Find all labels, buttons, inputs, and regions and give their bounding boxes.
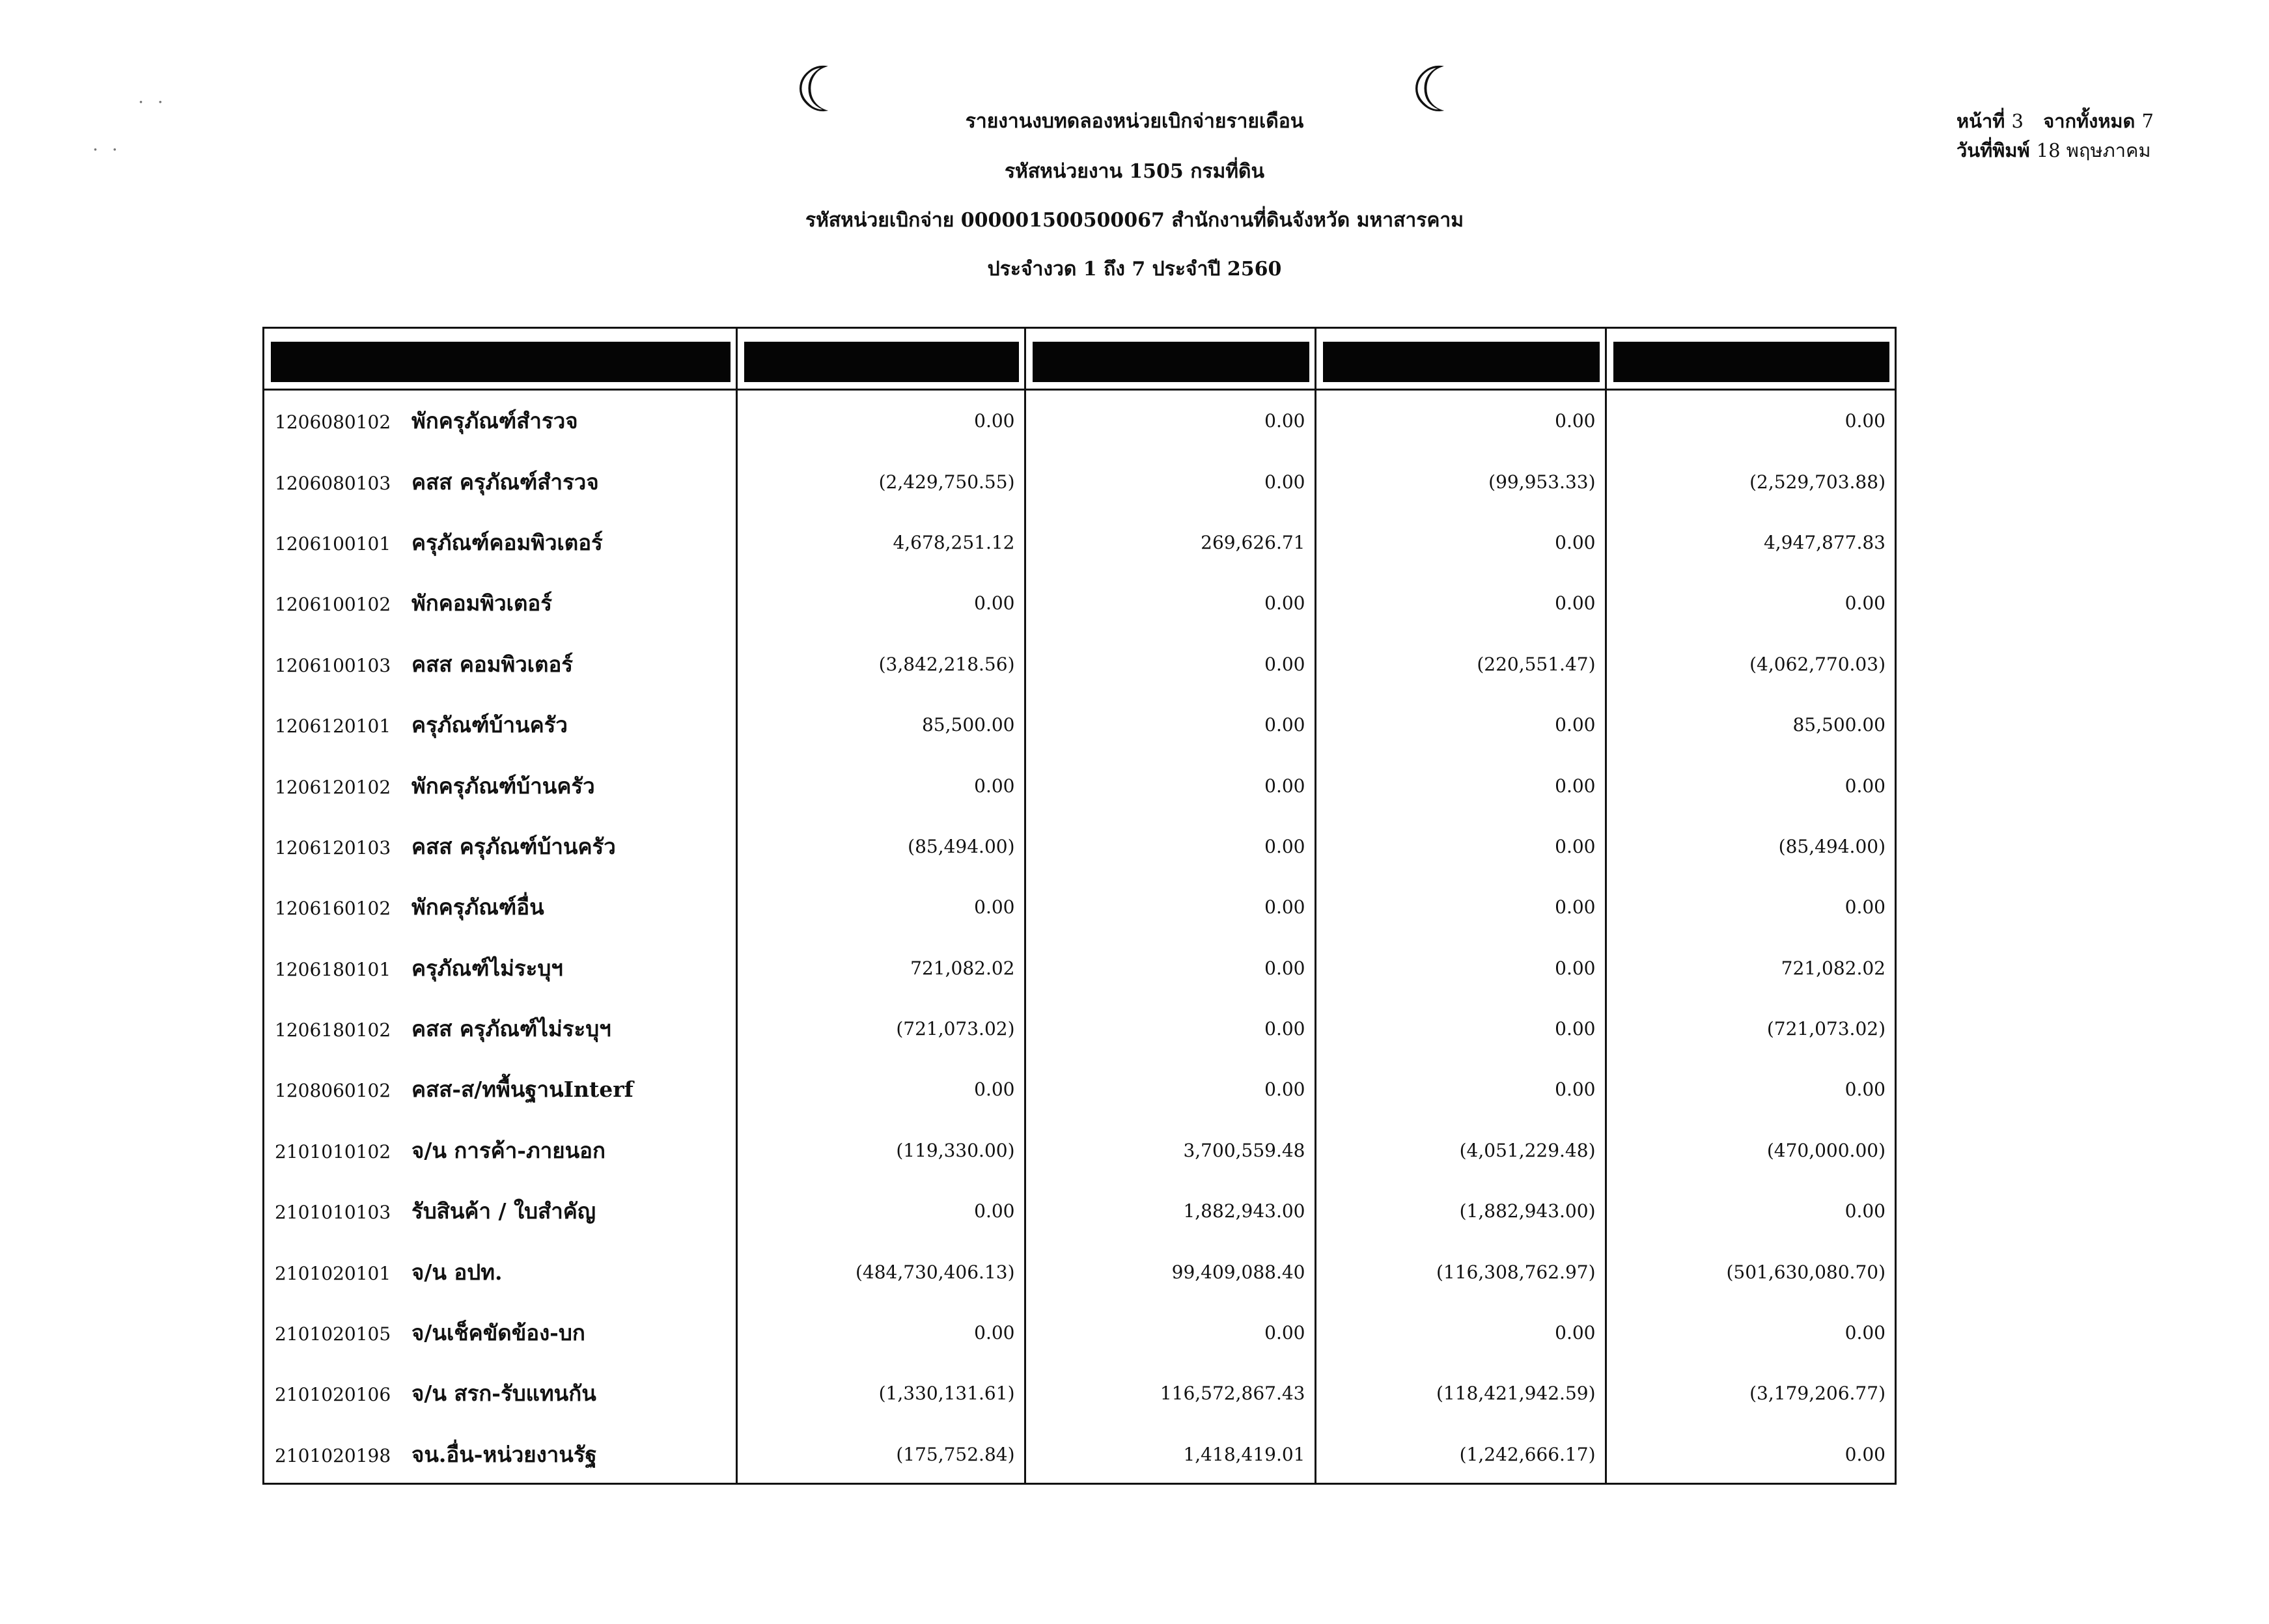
amount-c5: (470,000.00) (1766, 1139, 1886, 1161)
scan-speck: . . (92, 133, 122, 155)
disbursing-unit-line: รหัสหน่วยเบิกจ่าย 000001500500067 สำนักงานที่ดินจังหวัด มหาสารคาม (805, 209, 1464, 232)
amount-c5: (85,494.00) (1778, 835, 1886, 857)
amount-c5: (501,630,080.70) (1726, 1261, 1886, 1283)
amount-c4: (1,882,943.00) (1315, 1181, 1606, 1241)
amount-c4: (118,421,942.59) (1315, 1363, 1606, 1424)
amount-c3: 1,882,943.00 (1025, 1181, 1315, 1241)
amount-c2: (175,752.84) (736, 1424, 1025, 1485)
table-row (264, 1181, 1895, 1241)
amount-c2: 0.00 (736, 1059, 1025, 1120)
amount-c2: 0.00 (736, 1181, 1025, 1241)
account-code: 1206100101 (275, 532, 391, 555)
account-name: พักคอมพิวเตอร์ (411, 590, 552, 616)
account-code: 2101010102 (275, 1140, 391, 1163)
trial-balance-table (262, 327, 1897, 1485)
account-code: 1206180101 (275, 958, 391, 980)
amount-c4: 0.00 (1315, 573, 1606, 633)
print-date: 18 พฤษภาคม (2036, 139, 2151, 161)
agency-line: รหัสหน่วยงาน 1505 กรมที่ดิน (1004, 160, 1265, 183)
table-row (264, 573, 1895, 633)
account-code: 2101020198 (275, 1444, 391, 1466)
account-name: พักครุภัณฑ์บ้านครัว (411, 773, 595, 799)
account-code: 1206120102 (275, 776, 391, 798)
amount-c5: 4,947,877.83 (1763, 531, 1886, 553)
account-cell (264, 1241, 736, 1302)
amount-c2: 0.00 (736, 1302, 1025, 1363)
amount-c5: (3,179,206.77) (1749, 1383, 1886, 1405)
scan-speck: . . (138, 86, 167, 107)
account-name: จ/นเช็คขัดข้อง-บก (411, 1320, 585, 1346)
amount-c4: 0.00 (1315, 1059, 1606, 1120)
amount-c3: 0.00 (1025, 451, 1315, 512)
account-name: คสส คอมพิวเตอร์ (411, 651, 574, 677)
amount-c2: (3,842,218.56) (736, 634, 1025, 695)
amount-c2: (85,494.00) (736, 816, 1025, 877)
amount-c3: 0.00 (1025, 1302, 1315, 1363)
account-name: คสส ครุภัณฑ์ไม่ระบุฯ (411, 1016, 611, 1042)
amount-c2: (484,730,406.13) (736, 1241, 1025, 1302)
redacted-header-col2 (736, 329, 1025, 390)
amount-c5: 85,500.00 (1792, 714, 1886, 736)
amount-c3: 0.00 (1025, 1059, 1315, 1120)
table-row (264, 1059, 1895, 1120)
table-row (264, 390, 1895, 452)
account-code: 2101020106 (275, 1384, 391, 1406)
table-row (264, 938, 1895, 998)
amount-c4: 0.00 (1315, 512, 1606, 573)
print-date-info (1956, 135, 2151, 165)
amount-c2: (119,330.00) (736, 1120, 1025, 1181)
account-cell (264, 877, 736, 937)
account-name: จ/น อปท. (411, 1259, 503, 1285)
account-name: จน.อื่น-หน่วยงานรัฐ (411, 1441, 597, 1467)
amount-c3: 0.00 (1025, 390, 1315, 452)
page-label: หน้าที่ (1956, 110, 2005, 132)
account-name: พักครุภัณฑ์อื่น (411, 894, 544, 920)
account-cell (264, 998, 736, 1059)
table-row (264, 451, 1895, 512)
amount-c3: 0.00 (1025, 816, 1315, 877)
amount-c3: 0.00 (1025, 998, 1315, 1059)
account-cell (264, 1181, 736, 1241)
amount-c2: (1,330,131.61) (736, 1363, 1025, 1424)
amount-c2: (2,429,750.55) (736, 451, 1025, 512)
amount-c2: (721,073.02) (736, 998, 1025, 1059)
amount-c5: (4,062,770.03) (1749, 653, 1886, 675)
amount-c3: 0.00 (1025, 938, 1315, 998)
account-code: 1206160102 (275, 898, 391, 920)
amount-c2: 0.00 (736, 390, 1025, 452)
report-title: รายงานงบทดลองหน่วยเบิกจ่ายรายเดือน (965, 110, 1304, 133)
amount-c4: (99,953.33) (1315, 451, 1606, 512)
account-cell (264, 755, 736, 816)
amount-c5: 0.00 (1844, 410, 1886, 432)
account-code: 1206120101 (275, 715, 391, 737)
amount-c2: 85,500.00 (736, 695, 1025, 755)
account-code: 2101020105 (275, 1323, 391, 1345)
amount-c4: (220,551.47) (1315, 634, 1606, 695)
amount-c4: 0.00 (1315, 695, 1606, 755)
print-date-label: วันที่พิมพ์ (1956, 139, 2030, 161)
account-code: 1206080102 (275, 411, 391, 434)
account-cell (264, 1363, 736, 1424)
account-name: จ/น การค้า-ภายนอก (411, 1137, 606, 1163)
table-row (264, 634, 1895, 695)
table-row (264, 1241, 1895, 1302)
account-cell (264, 1302, 736, 1363)
amount-c2: 4,678,251.12 (736, 512, 1025, 573)
account-cell (264, 1059, 736, 1120)
crescent-icon: ☾ (794, 53, 851, 126)
amount-c3: 0.00 (1025, 877, 1315, 937)
account-name: รับสินค้า / ใบสำคัญ (411, 1198, 596, 1224)
amount-c3: 269,626.71 (1025, 512, 1315, 573)
amount-c4: 0.00 (1315, 938, 1606, 998)
redacted-header-col4 (1315, 329, 1606, 390)
amount-c2: 0.00 (736, 877, 1025, 937)
account-name: คสส ครุภัณฑ์สำรวจ (411, 469, 599, 495)
account-cell (264, 634, 736, 695)
account-name: ครุภัณฑ์บ้านครัว (411, 712, 568, 738)
amount-c5: 0.00 (1844, 592, 1886, 614)
amount-c4: (4,051,229.48) (1315, 1120, 1606, 1181)
amount-c5: 0.00 (1844, 896, 1886, 918)
amount-c5: 0.00 (1844, 1443, 1886, 1465)
account-cell (264, 390, 736, 452)
table-row (264, 512, 1895, 573)
page-info (1956, 106, 2154, 136)
account-name: ครุภัณฑ์คอมพิวเตอร์ (411, 529, 603, 555)
amount-c5: 0.00 (1844, 1322, 1886, 1344)
account-code: 1206100102 (275, 594, 391, 616)
amount-c3: 0.00 (1025, 695, 1315, 755)
page-number: 3 (2011, 110, 2024, 132)
account-code: 1206080103 (275, 472, 391, 494)
amount-c3: 0.00 (1025, 573, 1315, 633)
account-name: พักครุภัณฑ์สำรวจ (411, 408, 578, 434)
account-code: 1206100103 (275, 654, 391, 676)
table-row (264, 877, 1895, 937)
account-cell (264, 451, 736, 512)
account-cell (264, 512, 736, 573)
amount-c3: 3,700,559.48 (1025, 1120, 1315, 1181)
amount-c4: 0.00 (1315, 755, 1606, 816)
amount-c4: 0.00 (1315, 877, 1606, 937)
amount-c2: 0.00 (736, 573, 1025, 633)
table-row (264, 1424, 1895, 1485)
amount-c5: 0.00 (1844, 775, 1886, 797)
account-code: 2101010103 (275, 1202, 391, 1224)
amount-c4: 0.00 (1315, 998, 1606, 1059)
amount-c4: (1,242,666.17) (1315, 1424, 1606, 1485)
amount-c3: 1,418,419.01 (1025, 1424, 1315, 1485)
amount-c4: 0.00 (1315, 390, 1606, 452)
redacted-header-col3 (1025, 329, 1315, 390)
account-code: 1208060102 (275, 1080, 391, 1102)
amount-c3: 99,409,088.40 (1025, 1241, 1315, 1302)
account-cell (264, 1120, 736, 1181)
table-row (264, 816, 1895, 877)
amount-c5: (2,529,703.88) (1749, 471, 1886, 493)
header-row (264, 329, 1895, 390)
account-name: จ/น สรก-รับแทนกัน (411, 1381, 596, 1407)
account-name: คสส ครุภัณฑ์บ้านครัว (411, 833, 616, 859)
amount-c5: (721,073.02) (1766, 1018, 1886, 1040)
amount-c2: 721,082.02 (736, 938, 1025, 998)
redacted-header-account (264, 329, 736, 390)
account-cell (264, 573, 736, 633)
amount-c3: 0.00 (1025, 634, 1315, 695)
table-row (264, 1120, 1895, 1181)
total-pages: 7 (2141, 110, 2154, 132)
total-pages-label: จากทั้งหมด (2043, 110, 2136, 132)
amount-c3: 116,572,867.43 (1025, 1363, 1315, 1424)
account-cell (264, 695, 736, 755)
account-code: 2101020101 (275, 1262, 391, 1284)
amount-c4: (116,308,762.97) (1315, 1241, 1606, 1302)
amount-c4: 0.00 (1315, 1302, 1606, 1363)
amount-c5: 0.00 (1844, 1200, 1886, 1222)
period-line: ประจำงวด 1 ถึง 7 ประจำปี 2560 (987, 258, 1282, 281)
account-cell (264, 1424, 736, 1485)
redacted-header-col5 (1606, 329, 1895, 390)
crescent-icon: ☾ (1410, 53, 1467, 126)
amount-c2: 0.00 (736, 755, 1025, 816)
amount-c3: 0.00 (1025, 755, 1315, 816)
account-name: ครุภัณฑ์ไม่ระบุฯ (411, 955, 563, 981)
table-row (264, 998, 1895, 1059)
account-code: 1206120103 (275, 836, 391, 859)
account-code: 1206180102 (275, 1019, 391, 1041)
amount-c4: 0.00 (1315, 816, 1606, 877)
table-row (264, 755, 1895, 816)
table-row (264, 695, 1895, 755)
table-row (264, 1363, 1895, 1424)
amount-c5: 0.00 (1844, 1079, 1886, 1101)
account-cell (264, 938, 736, 998)
amount-c5: 721,082.02 (1781, 957, 1886, 979)
table-row (264, 1302, 1895, 1363)
account-cell (264, 816, 736, 877)
account-name: คสส-ส/ทพื้นฐานInterf (411, 1077, 633, 1103)
